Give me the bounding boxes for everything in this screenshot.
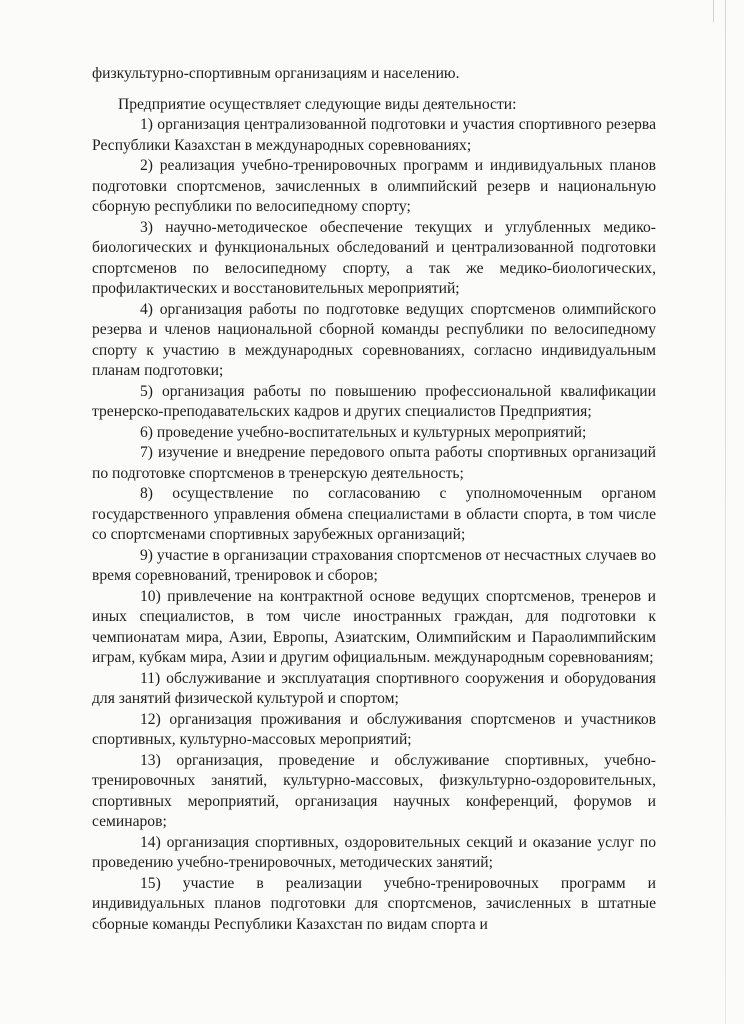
list-item-4: 4) организация работы по подготовке ведущих спортсменов олимпийского резерва и членов национальной сборной команды республики по велосипедному спорту к участию в международных соревнованиях, согласно индивидуальным планам подготовки; — [92, 300, 656, 379]
list-item-5: 5) организация работы по повышению профессиональной квалификации тренерско-преподавательских кадров и других специалистов Предприятия; — [92, 382, 656, 420]
list-item-7: 7) изучение и внедрение передового опыта работы спортивных организаций по подготовке спортсменов в тренерскую деятельность; — [92, 444, 656, 482]
page-edge-mark — [713, 0, 714, 22]
list-item-13: 13) организация, проведение и обслуживание спортивных, учебно-тренировочных занятий, культурно-массовых, физкультурно-оздоровительных, спортивных мероприятий, организация научных конференций, форумов и семинаров; — [92, 751, 656, 830]
page-edge — [725, 0, 726, 1024]
list-item-11: 11) обслуживание и эксплуатация спортивного сооружения и оборудования для занятий физической культурой и спортом; — [92, 669, 656, 707]
list-item-10: 10) привлечение на контрактной основе ведущих спортсменов, тренеров и иных специалистов, в том числе иностранных граждан, для подготовки к чемпионатам мира, Азии, Европы, Азиатским, Олимпийским и Параолимпийским играм, кубкам мира, Азии и другим официальным. международным соревнованиям; — [92, 587, 656, 666]
list-item-2: 2) реализация учебно-тренировочных программ и индивидуальных планов подготовки спортсменов, зачисленных в олимпийский резерв и национальную сборную республики по велосипедному спорту; — [92, 157, 656, 215]
list-item-8: 8) осуществление по согласованию с уполномоченным органом государственного управления обмена специалистами в области спорта, в том числе со спортсменами спортивных зарубежных организаций; — [92, 485, 656, 543]
lead-line: физкультурно-спортивным организациям и населению. — [92, 65, 460, 82]
list-item-1: 1) организация централизованной подготовки и участия спортивного резерва Республики Казахстан в международных соревнованиях; — [92, 116, 656, 154]
list-item-9: 9) участие в организации страхования спортсменов от несчастных случаев во время соревнований, тренировок и сборов; — [92, 546, 656, 584]
list-item-3: 3) научно-методическое обеспечение текущих и углубленных медико-биологических и функциональных обследований и централизованной подготовки спортсменов по велосипедному спорту, а так же медико-биологических, профилактических и восстановительных мероприятий; — [92, 218, 656, 297]
list-item-14: 14) организация спортивных, оздоровительных секций и оказание услуг по проведению учебно-тренировочных, методических занятий; — [92, 833, 656, 871]
list-item-12: 12) организация проживания и обслуживания спортсменов и участников спортивных, культурно-массовых мероприятий; — [92, 710, 656, 748]
intro-paragraph: Предприятие осуществляет следующие виды деятельности: — [118, 95, 517, 113]
list-item-6: 6) проведение учебно-воспитательных и культурных мероприятий; — [140, 423, 587, 441]
list-item-15: 15) участие в реализации учебно-тренировочных программ и индивидуальных планов подготовки для спортсменов, зачисленных в штатные сборные команды Республики Казахстан по видам спорта и — [92, 874, 656, 933]
